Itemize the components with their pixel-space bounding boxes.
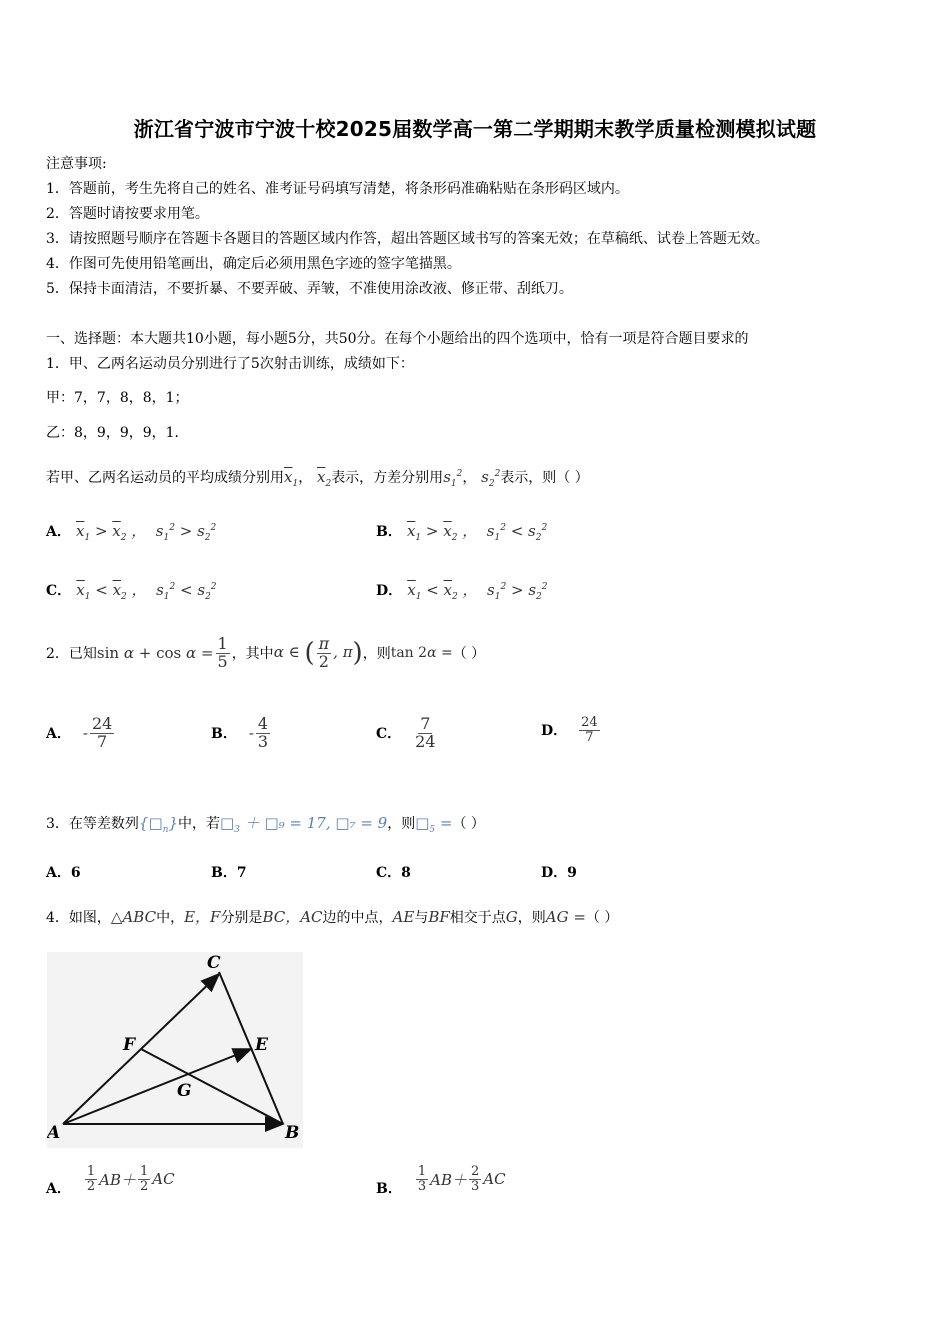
q4-t4: 与 <box>414 910 429 926</box>
q3-option-a[interactable]: A．6 <box>46 865 81 881</box>
q4-number: 4．如图， <box>46 910 111 926</box>
q4-stem <box>46 906 618 927</box>
q4-option-b-v1: AB＋ <box>430 1170 467 1189</box>
q3-target: $□_5$ = <box>415 814 453 835</box>
q1-xbar2-symbol: $\overline{x}_2$ <box>316 468 332 489</box>
q2-option-d-label: D． <box>541 723 568 740</box>
q3-cond-a3: $□_3$ <box>219 814 240 835</box>
q2-option-b[interactable] <box>211 716 272 751</box>
q4-option-a-d1: 2 <box>86 1178 96 1194</box>
q1-stem: 1．甲、乙两名运动员分别进行了5次射击训练，成绩如下： <box>46 356 414 372</box>
q4-option-b-v2: AC <box>483 1170 506 1188</box>
q4-option-a-n2: 1 <box>140 1163 149 1179</box>
q1-yi-scores: 乙：8，9，9，9，1． <box>46 425 189 441</box>
q2-option-b-sign: - <box>248 724 254 743</box>
notice-item-3: 3．请按照题号顺序在答题卡各题目的答题区域内作答，超出答题区域书写的答案无效；在草稿纸、试卷上答题无效。 <box>46 231 769 247</box>
q2-option-b-label: B． <box>211 726 237 743</box>
q4-option-b-frac2 <box>469 1165 481 1193</box>
segment-fb <box>141 1049 283 1124</box>
q1-option-a-math: $\overline{x}_1 > \overline{x}_2$ ， $s_1^2 > s_2^2$ <box>75 522 217 543</box>
q1-ask-a: 若甲、乙两名运动员的平均成绩分别用 <box>46 470 284 486</box>
q2-mid-text: ，其中 <box>231 646 274 663</box>
q4-option-b-d2: 3 <box>470 1178 480 1194</box>
triangle-diagram <box>47 952 303 1148</box>
q1-option-b[interactable] <box>376 520 547 543</box>
q1-option-d-math: $\overline{x}_1 < \overline{x}_2$ ， $s_1^2 > s_2^2$ <box>407 581 548 602</box>
q1-s2-symbol: $s_2^2$ <box>476 468 501 489</box>
q3-condition: ＋ □₉ = 17, □₇ = 9 <box>244 814 388 832</box>
q4-option-b-n2: 2 <box>470 1163 480 1179</box>
q3-number: 3．在等差数列 <box>46 816 139 832</box>
q4-triangle: △ABC <box>110 908 157 926</box>
q2-then-text: ，则 <box>362 646 391 663</box>
q4-option-a-v1: AB＋ <box>99 1170 137 1189</box>
q1-sep: ， <box>298 470 313 486</box>
vector-ae <box>63 1049 251 1124</box>
notice-item-2: 2．答题时请按要求用笔。 <box>46 206 209 222</box>
q3-stem <box>46 812 485 835</box>
q2-option-b-num: 4 <box>257 714 269 733</box>
label-g: G <box>177 1081 192 1101</box>
q4-option-b-frac1 <box>416 1165 428 1193</box>
notice-item-5: 5．保持卡面清洁，不要折暴、不要弄破、弄皱，不准使用涂改液、修正带、刮纸刀。 <box>46 281 573 297</box>
q4-option-a-frac2 <box>138 1165 150 1193</box>
q1-s1-symbol: $s_1^2$ <box>443 468 463 489</box>
q2-option-d-fraction <box>579 716 600 744</box>
q4-ef: E，F <box>184 908 221 926</box>
q2-target: tan 2α = <box>390 645 453 662</box>
q2-option-a-den: 7 <box>97 731 108 751</box>
q3-option-b[interactable]: B．7 <box>211 865 247 881</box>
q1-ask-c: 表示，则（ ） <box>500 470 589 486</box>
q3-mid-text: 中，若 <box>177 816 220 832</box>
notice-item-4: 4．作图可先使用铅笔画出，确定后必须用黑色字迹的签字笔描黑。 <box>46 256 461 272</box>
q1-xbar1-symbol: $\overline{x}_1$ <box>284 468 299 489</box>
notice-heading: 注意事项: <box>46 156 107 172</box>
q1-option-a[interactable] <box>46 520 216 543</box>
q2-option-d-den: 7 <box>585 729 594 745</box>
q4-bf: BF <box>428 908 450 926</box>
q2-option-b-fraction <box>256 716 270 751</box>
label-a: A <box>47 1123 61 1143</box>
q4-option-b-d1: 3 <box>417 1178 427 1194</box>
q2-fraction-one-fifth: $\frac{1}{5}$ <box>217 634 228 671</box>
triangle-figure <box>47 952 303 1148</box>
q4-option-a-n1: 1 <box>86 1163 96 1179</box>
q2-option-d-num: 24 <box>581 715 598 730</box>
q4-option-a-frac1 <box>85 1165 97 1193</box>
q4-g: G <box>505 908 518 926</box>
section-heading: 一、选择题：本大题共10小题，每小题5分，共50分。在每个小题给出的四个选项中，恰有一项是符合题目要求的 <box>46 331 749 347</box>
q3-sequence-symbol: $\{□_n\}$ <box>138 814 178 835</box>
q4-ae: AE <box>392 908 415 926</box>
page-title: 浙江省宁波市宁波十校2025届数学高一第二学期期末教学质量检测模拟试题 <box>133 117 817 141</box>
q2-option-c-num: 7 <box>420 714 431 733</box>
q4-option-b[interactable] <box>376 1160 506 1198</box>
label-f: F <box>123 1035 136 1055</box>
q2-option-c-label: C． <box>376 726 402 743</box>
q1-option-d[interactable] <box>376 579 548 602</box>
q4-ag: AG = <box>545 908 586 926</box>
label-e: E <box>255 1035 268 1055</box>
notice-item-1: 1．答题前，考生先将自己的姓名、准考证号码填写清楚，将条形码准确粘贴在条形码区域内。 <box>46 181 629 197</box>
q2-alpha-range: α ∈ ( <box>273 638 315 669</box>
q4-t3: 边的中点， <box>322 910 393 926</box>
q4-option-b-n1: 1 <box>417 1163 427 1179</box>
q1-ask <box>46 467 589 489</box>
q2-option-a-label: A． <box>46 726 71 743</box>
q2-option-a-fraction <box>90 716 114 751</box>
segment-cb <box>219 972 283 1124</box>
q2-number: 2．已知 <box>46 646 97 663</box>
q4-option-a-d2: 2 <box>140 1178 149 1194</box>
q1-option-b-label: B． <box>376 524 402 540</box>
q4-t1: 中， <box>156 910 185 926</box>
q4-paren: （ ） <box>585 910 619 926</box>
q1-jia-scores: 甲：7，7，8，8，1； <box>46 390 189 406</box>
q4-option-b-label: B． <box>376 1181 402 1197</box>
q4-t6: ，则 <box>517 910 546 926</box>
q2-option-a-sign: - <box>82 724 88 743</box>
q1-ask-b: 表示，方差分别用 <box>331 470 444 486</box>
q2-option-a[interactable] <box>46 716 116 751</box>
q2-option-b-den: 3 <box>257 731 269 751</box>
q2-stem <box>46 636 485 671</box>
q1-sep-2: ， <box>462 470 477 486</box>
q4-option-a-label: A． <box>46 1181 71 1197</box>
q2-option-a-num: 24 <box>91 714 113 733</box>
q2-condition-math: sin α + cos α = <box>96 644 214 663</box>
q2-fraction-pi-half: $\frac{\pi}{2}$ <box>318 634 330 671</box>
q3-option-c[interactable]: C．8 <box>376 865 411 881</box>
label-c: C <box>207 953 221 973</box>
q3-option-d[interactable]: D．9 <box>541 865 577 881</box>
q1-option-b-math: $\overline{x}_1 > \overline{x}_2$ ， $s_1^2 < s_2^2$ <box>406 522 548 543</box>
label-b: B <box>285 1123 300 1143</box>
q4-option-a-v2: AC <box>152 1170 175 1188</box>
q4-bcac: BC，AC <box>262 908 323 926</box>
q2-option-d[interactable] <box>541 716 602 744</box>
q4-t5: 相交于点 <box>449 910 506 926</box>
q1-option-d-label: D． <box>376 583 403 599</box>
q2-option-c-den: 24 <box>415 731 436 751</box>
q2-option-c[interactable] <box>376 716 440 751</box>
q4-option-a[interactable] <box>46 1160 175 1198</box>
q2-option-c-fraction <box>413 716 437 751</box>
q1-option-c-label: C． <box>46 583 72 599</box>
q1-option-c[interactable] <box>46 579 217 602</box>
q2-alpha-range-end: , π) <box>333 638 363 669</box>
q1-option-a-label: A． <box>46 524 71 540</box>
q1-option-c-math: $\overline{x}_1 < \overline{x}_2$ ， $s_1^2 < s_2^2$ <box>76 581 217 602</box>
q4-t2: 分别是 <box>220 910 263 926</box>
q3-paren: （ ） <box>452 816 485 832</box>
q3-then-text: ，则 <box>387 816 416 832</box>
q2-paren: （ ） <box>452 646 486 663</box>
